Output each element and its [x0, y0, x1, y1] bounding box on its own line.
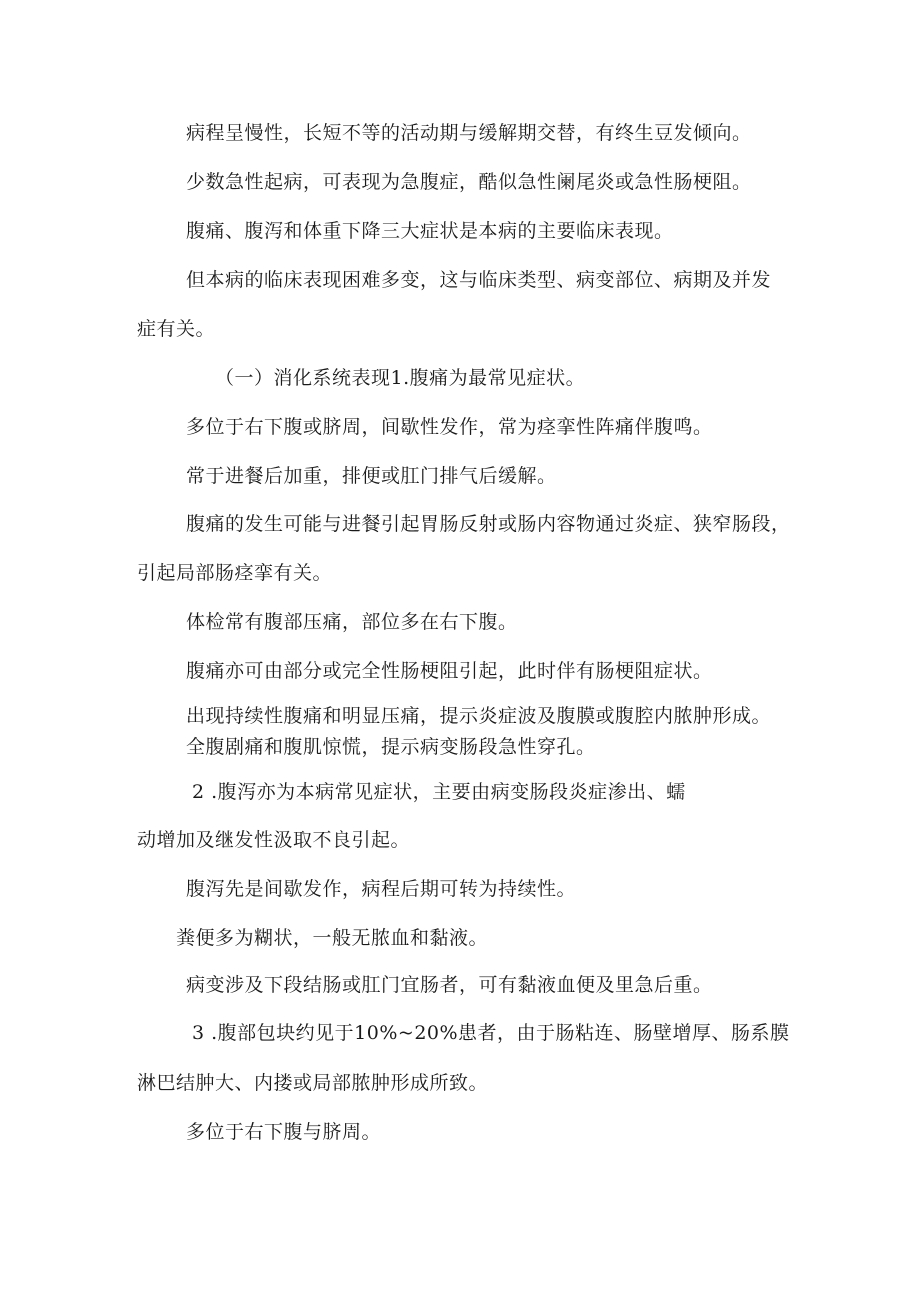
- text-line: 症有关。: [137, 318, 216, 340]
- text-line: 动增加及继发性汲取不良引起。: [137, 829, 411, 851]
- text-line: 腹痛的发生可能与进餐引起胃肠反射或肠内容物通过炎症、狭窄肠段，: [186, 513, 791, 535]
- text-line: 体检常有腹部压痛，部位多在右下腹。: [186, 611, 518, 633]
- text-line: 淋巴结肿大、内搂或局部脓肿形成所致。: [137, 1072, 489, 1094]
- text-line: 但本病的临床表现困难多变，这与临床类型、病变部位、病期及并发: [186, 269, 772, 291]
- numbered-item: 3 .腹部包块约见于10%~20%患者，由于肠粘连、肠壁增厚、肠系膜: [192, 1022, 790, 1044]
- text-line: 少数急性起病，可表现为急腹症，酷似急性阑尾炎或急性肠梗阻。: [186, 171, 752, 193]
- text-line: 多位于右下腹或脐周，间歇性发作，常为痉挛性阵痛伴腹鸣。: [186, 416, 713, 438]
- text-line: 腹痛亦可由部分或完全性肠梗阻引起，此时伴有肠梗阻症状。: [186, 660, 713, 682]
- section-heading: （一）消化系统表现1.腹痛为最常见症状。: [215, 367, 586, 389]
- text-line: 全腹剧痛和腹肌惊慌，提示病变肠段急性穿孔。: [186, 736, 596, 758]
- text-line: 腹痛、腹泻和体重下降三大症状是本病的主要临床表现。: [186, 220, 674, 242]
- text-line: 引起局部肠痉挛有关。: [137, 562, 333, 584]
- text-line: 病变涉及下段结肠或肛门宜肠者，可有黏液血便及里急后重。: [186, 974, 713, 996]
- text-line: 常于进餐后加重，排便或肛门排气后缓解。: [186, 465, 557, 487]
- numbered-item: 2 .腹泻亦为本病常见症状，主要由病变肠段炎症渗出、蠕: [192, 781, 686, 803]
- text-line: 出现持续性腹痛和明显压痛，提示炎症波及腹膜或腹腔内脓肿形成。: [186, 705, 772, 727]
- text-line: 腹泻先是间歇发作，病程后期可转为持续性。: [186, 878, 577, 900]
- text-line: 粪便多为糊状，一般无脓血和黏液。: [176, 927, 489, 949]
- text-line: 病程呈慢性，长短不等的活动期与缓解期交替，有终生豆发倾向。: [186, 122, 752, 144]
- text-line: 多位于右下腹与脐周。: [186, 1121, 382, 1143]
